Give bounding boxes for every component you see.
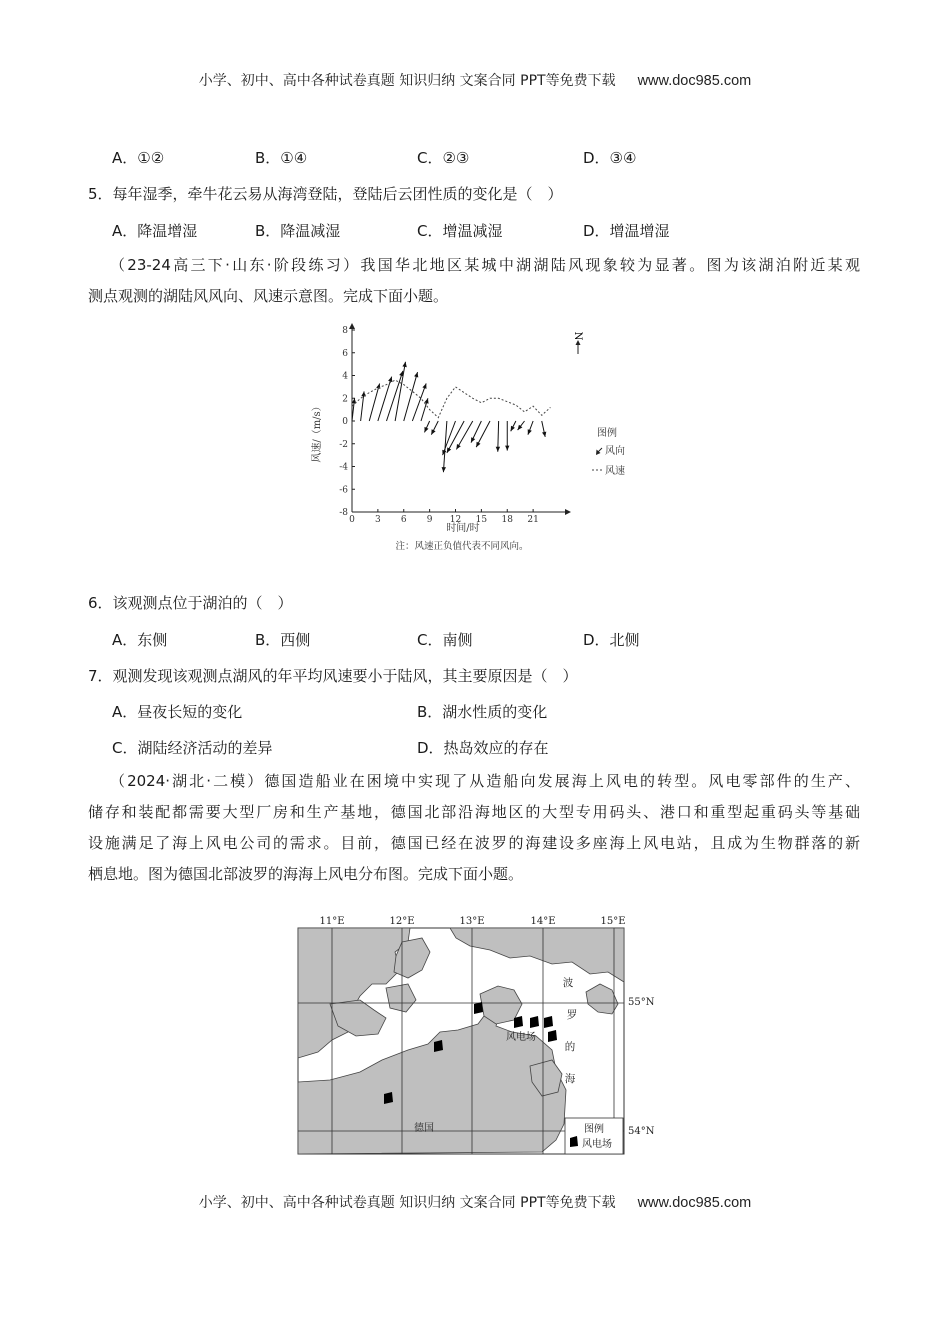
footer-text: 小学、初中、高中各种试卷真题 知识归纳 文案合同 PPT等免费下载 [198, 1195, 616, 1211]
q6-stem: 6．该观测点位于湖泊的（ ） [88, 594, 293, 612]
q4-option-b[interactable]: B．①④ [255, 149, 308, 167]
q7-option-c[interactable]: C．湖陆经济活动的差异 [112, 739, 273, 757]
page-header [0, 70, 950, 90]
wind-arrow [387, 371, 404, 421]
q6-option-a[interactable]: A．东侧 [112, 631, 168, 649]
wind-farm-marker [434, 1040, 443, 1052]
wind-farm-marker [548, 1030, 557, 1042]
chart-wind-arrows [352, 362, 547, 472]
y-tick-label: 6 [342, 348, 348, 359]
chart-legend [592, 426, 625, 477]
x-tick-label: 21 [527, 515, 539, 525]
baltic-wind-map [290, 912, 655, 1158]
lon-label-13: 13°E [459, 916, 485, 927]
wind-farm-marker [384, 1092, 393, 1104]
map-legend-wind-farm-label: 风电场 [582, 1139, 612, 1150]
lon-label-15: 15°E [600, 916, 626, 927]
legend-title: 图例 [597, 428, 617, 439]
north-indicator [572, 332, 583, 354]
y-tick-label: 0 [342, 417, 348, 427]
header-text: 小学、初中、高中各种试卷真题 知识归纳 文案合同 PPT等免费下载 [198, 73, 616, 89]
q7-option-a[interactable]: A．昼夜长短的变化 [112, 703, 243, 721]
legend-wind-direction: 风向 [605, 446, 625, 457]
sea-label-char-3: 的 [564, 1041, 576, 1053]
y-axis-label: 风速/（m/s） [312, 401, 323, 463]
q4-option-a[interactable]: A．①② [112, 149, 165, 167]
q7-option-b[interactable]: B．湖水性质的变化 [417, 703, 548, 721]
wind-arrow [518, 421, 525, 430]
y-tick-label: -8 [339, 508, 348, 518]
x-tick-label: 6 [400, 515, 407, 525]
wind-arrow [395, 362, 407, 421]
y-tick-label: 4 [342, 371, 348, 382]
x-tick-label: 12 [449, 515, 462, 525]
north-label: N [572, 331, 583, 341]
lon-label-14: 14°E [530, 916, 556, 927]
x-tick-label: 9 [426, 515, 433, 525]
q5-option-c[interactable]: C．增温减湿 [417, 222, 503, 240]
germany-label: 德国 [414, 1123, 434, 1134]
wind-speed-line [352, 380, 550, 418]
wind-arrow [431, 421, 438, 435]
q4-option-d[interactable]: D．③④ [583, 149, 637, 167]
q4-option-c[interactable]: C．②③ [417, 149, 470, 167]
y-tick-label: -4 [339, 462, 348, 473]
wind-arrow [528, 421, 533, 435]
sea-label-char-1: 波 [562, 977, 574, 989]
header-url[interactable]: www.doc985.com [637, 73, 752, 89]
intro1-line1: （23-24高三下·山东·阶段练习）我国华北地区某城中湖湖陆风现象较为显著。图为该湖泊附近某观 [110, 256, 860, 274]
wind-chart [312, 322, 632, 558]
wind-arrow [496, 421, 500, 452]
y-tick-label: -2 [339, 439, 348, 450]
map-legend-title: 图例 [584, 1124, 604, 1135]
q5-option-a[interactable]: A．降温增湿 [112, 222, 198, 240]
wind-arrow [424, 421, 429, 432]
wind-arrow [421, 398, 429, 421]
intro2-line3: 设施满足了海上风电公司的需求。目前，德国已经在波罗的海建设多座海上风电站，且成为生物群落的新 [88, 834, 860, 852]
x-tick-label: 18 [501, 515, 513, 525]
wind-arrow [505, 421, 509, 451]
q6-option-b[interactable]: B．西侧 [255, 631, 311, 649]
wind-arrow [456, 421, 472, 449]
wind-farm-marker [530, 1016, 539, 1028]
map-legend [565, 1118, 623, 1154]
lat-label-55: 55°N [628, 997, 655, 1008]
y-tick-label: 2 [342, 394, 348, 405]
wind-arrow [404, 372, 419, 421]
lat-label-54: 54°N [628, 1126, 655, 1137]
wind-farm-label: 风电场 [506, 1032, 536, 1043]
intro-paragraph-1 [88, 250, 860, 312]
latitude-labels [628, 997, 655, 1137]
q7-stem: 7．观测发现该观测点湖风的年平均风速要小于陆风，其主要原因是（ ） [88, 667, 578, 685]
wind-farm-marker [544, 1016, 553, 1028]
chart-note: 注：风速正负值代表不同风向。 [395, 541, 529, 552]
q5-option-d[interactable]: D．增温增湿 [583, 222, 670, 240]
page-footer [0, 1192, 950, 1212]
x-axis-arrowhead [565, 509, 571, 515]
x-tick-label: 0 [349, 515, 355, 525]
x-tick-label: 3 [375, 515, 381, 525]
x-tick-label: 15 [475, 515, 488, 525]
q5-stem: 5．每年湿季，牵牛花云易从海湾登陆，登陆后云团性质的变化是（ ） [88, 185, 563, 203]
y-axis-arrowhead [349, 323, 355, 329]
intro-paragraph-2 [88, 766, 860, 890]
intro2-line4: 栖息地。图为德国北部波罗的海海上风电分布图。完成下面小题。 [88, 865, 524, 883]
chart-axes [339, 323, 571, 525]
wind-arrow [476, 421, 490, 447]
wind-farm-marker [474, 1002, 483, 1014]
y-tick-label: -6 [339, 485, 348, 496]
wind-arrow [542, 421, 547, 437]
q7-option-d[interactable]: D．热岛效应的存在 [417, 739, 549, 757]
q6-option-c[interactable]: C．南侧 [417, 631, 473, 649]
footer-url[interactable]: www.doc985.com [637, 1195, 752, 1211]
longitude-labels [319, 916, 625, 927]
sea-label-char-2: 罗 [566, 1009, 578, 1021]
lon-label-12: 12°E [389, 916, 415, 927]
intro1-line2: 测点观测的湖陆风风向、风速示意图。完成下面小题。 [88, 287, 449, 305]
intro2-line1: （2024·湖北·二模）德国造船业在困境中实现了从造船向发展海上风电的转型。风电零部件的生产、 [110, 772, 860, 790]
wind-arrow [511, 421, 516, 431]
lon-label-11: 11°E [319, 916, 345, 927]
y-tick-label: 8 [342, 326, 348, 336]
intro2-line2: 储存和装配都需要大型厂房和生产基地，德国北部沿海地区的大型专用码头、港口和重型起重码头等基础 [88, 803, 860, 821]
legend-wind-speed: 风速 [605, 466, 625, 477]
sea-label-char-4: 海 [564, 1073, 576, 1085]
q5-option-b[interactable]: B．降温减湿 [255, 222, 341, 240]
wind-arrow [412, 383, 426, 421]
wind-farm-marker [514, 1016, 523, 1028]
q6-option-d[interactable]: D．北侧 [583, 631, 640, 649]
x-axis-label: 时间/时 [446, 523, 480, 534]
